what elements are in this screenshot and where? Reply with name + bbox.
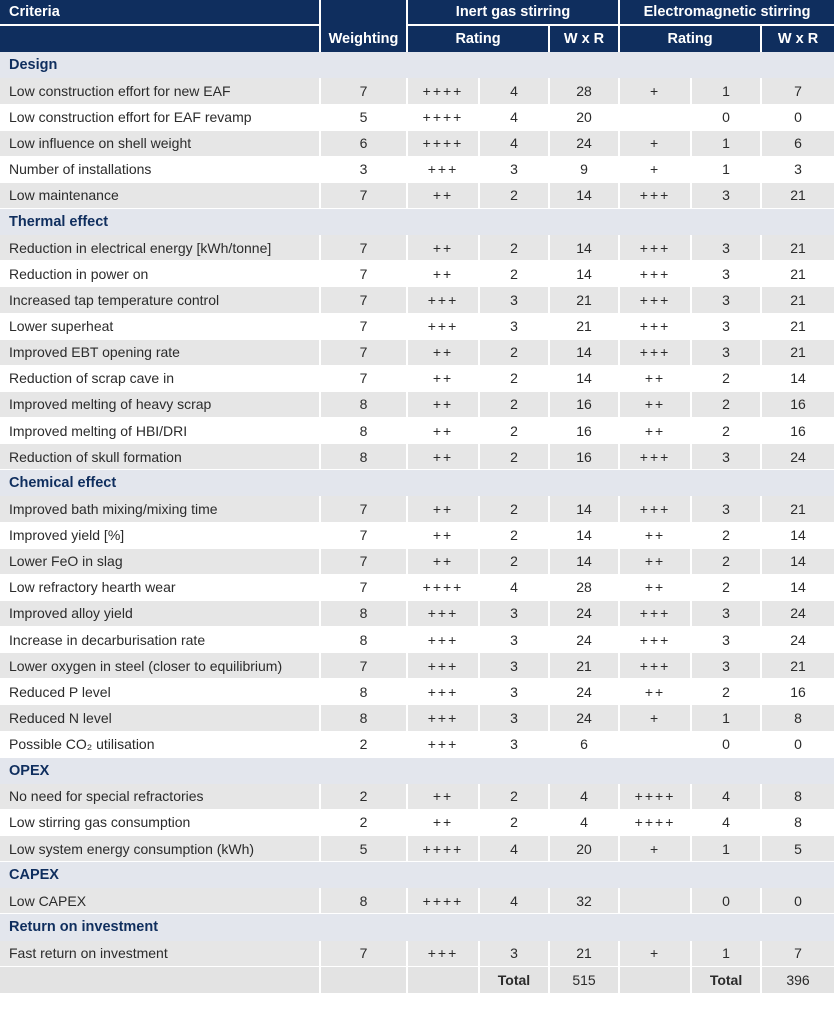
em-rating-symbol: +++ <box>620 601 692 627</box>
em-wxr-value: 21 <box>762 235 834 261</box>
em-rating-value: 3 <box>692 261 762 287</box>
em-wxr-value: 24 <box>762 444 834 470</box>
ig-rating-value: 2 <box>480 392 550 418</box>
em-wxr-value: 0 <box>762 732 834 758</box>
em-wxr-value: 21 <box>762 183 834 209</box>
em-wxr-value: 16 <box>762 392 834 418</box>
criteria-cell: Low CAPEX <box>0 888 321 914</box>
criteria-cell: Improved melting of HBI/DRI <box>0 418 321 444</box>
table-row <box>0 836 834 862</box>
table-row <box>0 941 834 967</box>
ig-rating-value: 2 <box>480 549 550 575</box>
criteria-cell: Reduction of scrap cave in <box>0 366 321 392</box>
table-row <box>0 784 834 810</box>
criteria-cell: Improved alloy yield <box>0 601 321 627</box>
ig-rating-value: 3 <box>480 601 550 627</box>
criteria-cell: Improved yield [%] <box>0 523 321 549</box>
weighting-cell: 5 <box>321 836 408 862</box>
table-row <box>0 131 834 157</box>
header-row-1 <box>0 0 834 26</box>
ig-rating-symbol: +++ <box>408 941 480 967</box>
em-rating-symbol: + <box>620 705 692 731</box>
section-title: Thermal effect <box>0 209 834 235</box>
ig-rating-value: 4 <box>480 78 550 104</box>
weighting-cell: 7 <box>321 287 408 313</box>
ig-rating-value: 4 <box>480 131 550 157</box>
table-row <box>0 340 834 366</box>
table-row <box>0 392 834 418</box>
ig-rating-symbol: ++++ <box>408 78 480 104</box>
em-rating-value: 1 <box>692 157 762 183</box>
table-row <box>0 366 834 392</box>
ig-rating-symbol: ++ <box>408 444 480 470</box>
electromagnetic-header: Electromagnetic stirring <box>620 0 834 26</box>
em-rating-symbol: + <box>620 836 692 862</box>
criteria-cell: Increase in decarburisation rate <box>0 627 321 653</box>
ig-wxr-value: 14 <box>550 340 620 366</box>
ig-rating-value: 4 <box>480 105 550 131</box>
criteria-cell: Low construction effort for new EAF <box>0 78 321 104</box>
em-wxr-value: 21 <box>762 653 834 679</box>
ig-wxr-value: 24 <box>550 705 620 731</box>
em-rating-symbol: +++ <box>620 183 692 209</box>
criteria-cell: Number of installations <box>0 157 321 183</box>
ig-wxr-value: 32 <box>550 888 620 914</box>
ig-wxr-value: 14 <box>550 261 620 287</box>
ig-rating-value: 3 <box>480 314 550 340</box>
em-wxr-value: 7 <box>762 941 834 967</box>
table-row <box>0 679 834 705</box>
ig-rating-symbol: ++ <box>408 261 480 287</box>
weighting-cell: 8 <box>321 601 408 627</box>
ig-rating-symbol: +++ <box>408 679 480 705</box>
em-wxr-value: 6 <box>762 131 834 157</box>
em-rating-value: 3 <box>692 653 762 679</box>
section-title: Design <box>0 52 834 78</box>
ig-rating-value: 2 <box>480 784 550 810</box>
ig-rating-symbol: ++ <box>408 418 480 444</box>
criteria-cell: Reduction in electrical energy [kWh/tonne] <box>0 235 321 261</box>
em-rating-value: 2 <box>692 679 762 705</box>
em-wxr-value: 14 <box>762 523 834 549</box>
ig-rating-value: 3 <box>480 705 550 731</box>
weighting-cell: 3 <box>321 157 408 183</box>
ig-wxr-value: 28 <box>550 78 620 104</box>
table-row <box>0 287 834 313</box>
em-rating-symbol <box>620 105 692 131</box>
em-rating-value: 1 <box>692 941 762 967</box>
em-wxr-value: 14 <box>762 549 834 575</box>
ig-rating-symbol: +++ <box>408 705 480 731</box>
criteria-cell: Lower FeO in slag <box>0 549 321 575</box>
ig-wxr-value: 24 <box>550 601 620 627</box>
ig-wxr-value: 14 <box>550 235 620 261</box>
criteria-cell: Improved melting of heavy scrap <box>0 392 321 418</box>
weighting-cell: 7 <box>321 314 408 340</box>
section-header-row <box>0 914 834 940</box>
em-rating-value: 3 <box>692 287 762 313</box>
ig-wxr-value: 14 <box>550 549 620 575</box>
ig-rating-symbol: +++ <box>408 157 480 183</box>
ig-rating-symbol: ++ <box>408 549 480 575</box>
ig-wxr-value: 16 <box>550 444 620 470</box>
em-rating-symbol: ++ <box>620 523 692 549</box>
table-body <box>0 52 834 966</box>
em-rating-value: 1 <box>692 836 762 862</box>
weighting-cell: 7 <box>321 653 408 679</box>
em-rating-value: 3 <box>692 314 762 340</box>
em-wxr-value: 7 <box>762 78 834 104</box>
table-row <box>0 705 834 731</box>
table-row <box>0 261 834 287</box>
em-rating-symbol: +++ <box>620 653 692 679</box>
em-wxr-value: 24 <box>762 627 834 653</box>
weighting-cell: 8 <box>321 392 408 418</box>
weighting-cell: 2 <box>321 732 408 758</box>
em-wxr-value: 21 <box>762 314 834 340</box>
section-header-row <box>0 209 834 235</box>
weighting-cell: 7 <box>321 941 408 967</box>
table-row <box>0 732 834 758</box>
em-rating-symbol: ++++ <box>620 784 692 810</box>
weighting-cell: 7 <box>321 523 408 549</box>
ig-rating-header: Rating <box>408 26 550 52</box>
ig-rating-symbol: ++ <box>408 784 480 810</box>
criteria-cell: Lower superheat <box>0 314 321 340</box>
em-wxr-value: 21 <box>762 287 834 313</box>
em-rating-value: 3 <box>692 601 762 627</box>
em-rating-symbol: +++ <box>620 261 692 287</box>
em-rating-value: 3 <box>692 496 762 522</box>
criteria-cell: No need for special refractories <box>0 784 321 810</box>
em-wxr-value: 16 <box>762 418 834 444</box>
table-row <box>0 549 834 575</box>
em-rating-symbol: ++ <box>620 549 692 575</box>
em-wxr-value: 0 <box>762 888 834 914</box>
ig-wxr-value: 21 <box>550 314 620 340</box>
em-total-label: Total <box>692 967 762 993</box>
criteria-cell: Reduction of skull formation <box>0 444 321 470</box>
em-rating-symbol: +++ <box>620 287 692 313</box>
em-rating-header: Rating <box>620 26 762 52</box>
ig-rating-symbol: ++ <box>408 235 480 261</box>
ig-rating-value: 3 <box>480 157 550 183</box>
em-wxr-value: 8 <box>762 810 834 836</box>
em-wxr-header: W x R <box>762 26 834 52</box>
ig-rating-symbol: ++ <box>408 392 480 418</box>
em-rating-value: 3 <box>692 340 762 366</box>
totals-blank-1 <box>0 967 321 993</box>
em-rating-symbol: + <box>620 131 692 157</box>
em-total-value: 396 <box>762 967 834 993</box>
criteria-cell: Reduction in power on <box>0 261 321 287</box>
weighting-cell: 7 <box>321 78 408 104</box>
criteria-cell: Low construction effort for EAF revamp <box>0 105 321 131</box>
ig-wxr-value: 24 <box>550 131 620 157</box>
header-row-2 <box>0 26 834 52</box>
ig-rating-symbol: +++ <box>408 627 480 653</box>
table-row <box>0 314 834 340</box>
weighting-cell: 7 <box>321 261 408 287</box>
em-rating-value: 3 <box>692 183 762 209</box>
em-rating-symbol: ++ <box>620 366 692 392</box>
em-rating-symbol: + <box>620 157 692 183</box>
em-rating-symbol: + <box>620 941 692 967</box>
criteria-cell: Increased tap temperature control <box>0 287 321 313</box>
em-rating-value: 2 <box>692 523 762 549</box>
ig-rating-value: 2 <box>480 523 550 549</box>
weighting-cell: 7 <box>321 340 408 366</box>
em-rating-value: 0 <box>692 888 762 914</box>
em-wxr-value: 21 <box>762 261 834 287</box>
criteria-cell: Low system energy consumption (kWh) <box>0 836 321 862</box>
ig-wxr-header: W x R <box>550 26 620 52</box>
criteria-cell: Improved EBT opening rate <box>0 340 321 366</box>
ig-wxr-value: 14 <box>550 523 620 549</box>
ig-rating-symbol: ++++ <box>408 131 480 157</box>
ig-rating-value: 2 <box>480 261 550 287</box>
criteria-cell: Low refractory hearth wear <box>0 575 321 601</box>
table-row <box>0 575 834 601</box>
em-rating-value: 4 <box>692 810 762 836</box>
table-row <box>0 105 834 131</box>
weighting-cell: 8 <box>321 705 408 731</box>
ig-rating-symbol: ++++ <box>408 888 480 914</box>
em-rating-symbol <box>620 732 692 758</box>
em-wxr-value: 5 <box>762 836 834 862</box>
section-header-row <box>0 52 834 78</box>
totals-blank-3 <box>408 967 480 993</box>
ig-rating-symbol: ++ <box>408 523 480 549</box>
criteria-cell: Lower oxygen in steel (closer to equilibrium) <box>0 653 321 679</box>
ig-rating-value: 2 <box>480 183 550 209</box>
inert-gas-header: Inert gas stirring <box>408 0 620 26</box>
em-rating-value: 2 <box>692 418 762 444</box>
em-rating-symbol: +++ <box>620 627 692 653</box>
em-rating-value: 1 <box>692 131 762 157</box>
em-rating-value: 2 <box>692 392 762 418</box>
table-row <box>0 496 834 522</box>
ig-wxr-value: 6 <box>550 732 620 758</box>
em-wxr-value: 14 <box>762 575 834 601</box>
ig-wxr-value: 28 <box>550 575 620 601</box>
table-row <box>0 418 834 444</box>
table-row <box>0 78 834 104</box>
ig-rating-symbol: ++++ <box>408 836 480 862</box>
section-title: OPEX <box>0 758 834 784</box>
ig-wxr-value: 21 <box>550 941 620 967</box>
weighting-cell: 8 <box>321 627 408 653</box>
ig-wxr-value: 20 <box>550 105 620 131</box>
em-rating-symbol: + <box>620 78 692 104</box>
section-title: CAPEX <box>0 862 834 888</box>
criteria-header: Criteria <box>0 0 321 26</box>
ig-total-label: Total <box>480 967 550 993</box>
ig-wxr-value: 24 <box>550 627 620 653</box>
ig-wxr-value: 21 <box>550 287 620 313</box>
em-rating-value: 3 <box>692 235 762 261</box>
em-rating-value: 3 <box>692 627 762 653</box>
ig-rating-value: 2 <box>480 340 550 366</box>
em-wxr-value: 8 <box>762 784 834 810</box>
ig-rating-symbol: ++ <box>408 366 480 392</box>
table-row <box>0 157 834 183</box>
ig-rating-symbol: +++ <box>408 287 480 313</box>
ig-rating-symbol: ++ <box>408 340 480 366</box>
totals-blank-4 <box>620 967 692 993</box>
weighting-cell: 6 <box>321 131 408 157</box>
weighting-cell: 7 <box>321 549 408 575</box>
ig-rating-symbol: +++ <box>408 601 480 627</box>
table-row <box>0 888 834 914</box>
ig-rating-value: 2 <box>480 235 550 261</box>
criteria-cell: Possible CO₂ utilisation <box>0 732 321 758</box>
ig-wxr-value: 20 <box>550 836 620 862</box>
table-row <box>0 235 834 261</box>
ig-rating-value: 4 <box>480 575 550 601</box>
weighting-cell: 8 <box>321 418 408 444</box>
table-row <box>0 627 834 653</box>
em-rating-symbol: +++ <box>620 340 692 366</box>
ig-wxr-value: 24 <box>550 679 620 705</box>
weighting-cell: 5 <box>321 105 408 131</box>
table-row <box>0 653 834 679</box>
ig-rating-value: 2 <box>480 444 550 470</box>
em-rating-value: 2 <box>692 366 762 392</box>
em-wxr-value: 14 <box>762 366 834 392</box>
criteria-cell: Low maintenance <box>0 183 321 209</box>
em-rating-value: 4 <box>692 784 762 810</box>
section-header-row <box>0 758 834 784</box>
ig-rating-symbol: ++ <box>408 183 480 209</box>
em-rating-symbol: +++ <box>620 235 692 261</box>
ig-rating-symbol: ++++ <box>408 105 480 131</box>
em-rating-symbol: ++ <box>620 392 692 418</box>
em-rating-symbol <box>620 888 692 914</box>
em-rating-value: 2 <box>692 549 762 575</box>
ig-rating-value: 4 <box>480 888 550 914</box>
criteria-cell: Fast return on investment <box>0 941 321 967</box>
criteria-cell: Low stirring gas consumption <box>0 810 321 836</box>
ig-wxr-value: 16 <box>550 418 620 444</box>
em-wxr-value: 8 <box>762 705 834 731</box>
em-rating-symbol: ++++ <box>620 810 692 836</box>
em-rating-symbol: ++ <box>620 418 692 444</box>
em-rating-value: 1 <box>692 78 762 104</box>
totals-blank-2 <box>321 967 408 993</box>
section-title: Chemical effect <box>0 470 834 496</box>
table-row <box>0 183 834 209</box>
ig-rating-value: 2 <box>480 810 550 836</box>
criteria-header-blank <box>0 26 321 52</box>
em-wxr-value: 21 <box>762 340 834 366</box>
em-rating-value: 0 <box>692 732 762 758</box>
ig-rating-value: 3 <box>480 679 550 705</box>
section-header-row <box>0 470 834 496</box>
criteria-cell: Low influence on shell weight <box>0 131 321 157</box>
ig-wxr-value: 4 <box>550 810 620 836</box>
ig-rating-value: 2 <box>480 418 550 444</box>
em-rating-symbol: +++ <box>620 496 692 522</box>
em-wxr-value: 21 <box>762 496 834 522</box>
em-wxr-value: 0 <box>762 105 834 131</box>
table-row <box>0 810 834 836</box>
weighting-cell: 7 <box>321 575 408 601</box>
table-row <box>0 601 834 627</box>
ig-wxr-value: 4 <box>550 784 620 810</box>
weighting-header: Weighting <box>321 26 408 52</box>
ig-rating-symbol: +++ <box>408 653 480 679</box>
weighting-cell: 7 <box>321 366 408 392</box>
ig-rating-value: 2 <box>480 366 550 392</box>
em-rating-value: 0 <box>692 105 762 131</box>
weighting-cell: 8 <box>321 444 408 470</box>
ig-rating-value: 3 <box>480 941 550 967</box>
ig-rating-value: 3 <box>480 287 550 313</box>
ig-wxr-value: 14 <box>550 183 620 209</box>
em-rating-value: 1 <box>692 705 762 731</box>
criteria-cell: Reduced N level <box>0 705 321 731</box>
weighting-cell: 7 <box>321 183 408 209</box>
ig-wxr-value: 14 <box>550 496 620 522</box>
weighting-cell: 7 <box>321 496 408 522</box>
ig-wxr-value: 9 <box>550 157 620 183</box>
weighting-cell: 2 <box>321 810 408 836</box>
table-row <box>0 444 834 470</box>
em-rating-value: 2 <box>692 575 762 601</box>
ig-rating-value: 4 <box>480 836 550 862</box>
weighting-header-blank <box>321 0 408 26</box>
ig-rating-symbol: ++ <box>408 496 480 522</box>
ig-wxr-value: 16 <box>550 392 620 418</box>
weighting-cell: 7 <box>321 235 408 261</box>
ig-rating-symbol: +++ <box>408 314 480 340</box>
ig-rating-value: 2 <box>480 496 550 522</box>
weighting-cell: 2 <box>321 784 408 810</box>
ig-rating-value: 3 <box>480 732 550 758</box>
em-rating-symbol: +++ <box>620 444 692 470</box>
em-rating-value: 3 <box>692 444 762 470</box>
totals-row <box>0 967 834 993</box>
section-title: Return on investment <box>0 914 834 940</box>
weighting-cell: 8 <box>321 888 408 914</box>
criteria-cell: Improved bath mixing/mixing time <box>0 496 321 522</box>
criteria-cell: Reduced P level <box>0 679 321 705</box>
ig-total-value: 515 <box>550 967 620 993</box>
em-rating-symbol: +++ <box>620 314 692 340</box>
ig-rating-value: 3 <box>480 653 550 679</box>
em-wxr-value: 24 <box>762 601 834 627</box>
ig-rating-symbol: +++ <box>408 732 480 758</box>
ig-rating-value: 3 <box>480 627 550 653</box>
em-wxr-value: 16 <box>762 679 834 705</box>
ig-rating-symbol: ++ <box>408 810 480 836</box>
weighting-cell: 8 <box>321 679 408 705</box>
em-rating-symbol: ++ <box>620 679 692 705</box>
section-header-row <box>0 862 834 888</box>
ig-wxr-value: 21 <box>550 653 620 679</box>
ig-rating-symbol: ++++ <box>408 575 480 601</box>
ig-wxr-value: 14 <box>550 366 620 392</box>
table-row <box>0 523 834 549</box>
em-rating-symbol: ++ <box>620 575 692 601</box>
em-wxr-value: 3 <box>762 157 834 183</box>
